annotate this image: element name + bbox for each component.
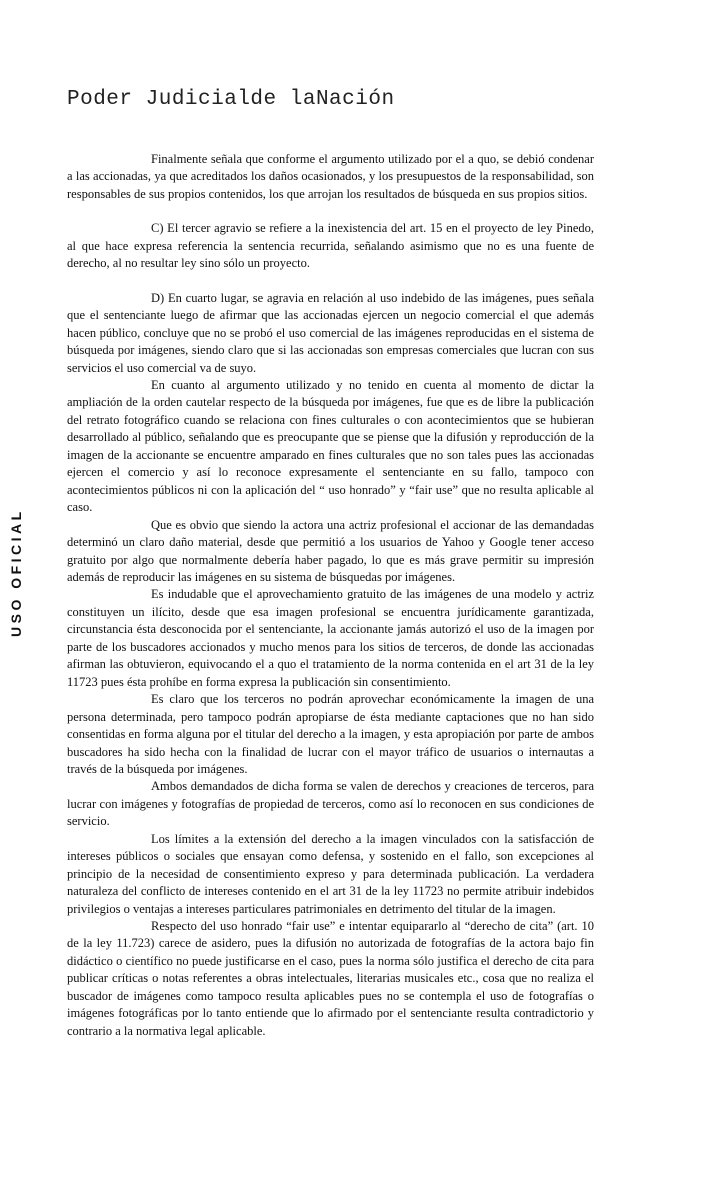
paragraph-actriz-profesional: Que es obvio que siendo la actora una actriz profesional el accionar de las demandadas determinó un claro daño material, desde que permitió a los usuarios de Yahoo y Google tener acceso gratuito por algo que normalmente debería haber pagado, lo que es más grave permitir su impresión además de reproducir las imágenes en su sistema de búsquedas por imágenes. (67, 517, 594, 584)
paragraph-argumento-utilizado: En cuanto al argumento utilizado y no tenido en cuenta al momento de dictar la ampliación de la orden cautelar respecto de la búsqueda por imágenes, fue que es de libre la publicación del retrato fotográfico cuando se relaciona con fines culturales o con acontecimientos que se hubieran desarrollado al público, señalando que es preocupante que se piense que la difusión y reproducción de la imagen de la accionante se encuentre amparado en fines culturales que no son tales pues las accionadas ejercen el comercio y así lo reconoce expresamente el sentenciante en su fallo, tampoco con acontecimientos públicos ni con la aplicación del “ uso honrado” y “fair use” que no resulta aplicable al caso. (67, 377, 594, 515)
paragraph-d-cuarto-lugar: D) En cuarto lugar, se agravia en relación al uso indebido de las imágenes, pues señala que el sentenciante luego de afirmar que las accionadas ejercen un negocio comercial el que además hacen público, concluye que no se probó el uso comercial de las imágenes reproducidas en el sistema de búsqueda por imágenes, siendo claro que si las accionadas son empresas comerciales que lucran con sus servicios el uso comercial va de suyo. (67, 290, 594, 375)
uso-oficial-label: USO OFICIAL (8, 508, 24, 637)
paragraph-finalmente: Finalmente señala que conforme el argumento utilizado por el a quo, se debió condenar a las accionadas, ya que acreditados los daños ocasionados, y los presupuestos de la responsabilidad, son responsables de sus propios contenidos, los que arrojan los resultados de búsqueda en sus propios sitios. (67, 152, 594, 201)
paragraph-limites: Los límites a la extensión del derecho a la imagen vinculados con la satisfacción de intereses públicos o sociales que ensayan como defensa, y sostenido en el fallo, son excepciones al principio de la necesidad de consentimiento expreso y para determinada publicación. La verdadera naturaleza del conflicto de intereses contenido en el art 31 de la ley 11723 no permite atribuir indebidos privilegios o ventajas a intereses particulares patrimoniales en detrimento del titular de la imagen. (67, 831, 594, 916)
document-body (67, 151, 594, 1040)
paragraph-ambos-demandados: Ambos demandados de dicha forma se valen de derechos y creaciones de terceros, para lucrar con imágenes y fotografías de propiedad de terceros, como así lo reconocen en sus condiciones de servicio. (67, 779, 594, 829)
paragraph-terceros: Es claro que los terceros no podrán aprovechar económicamente la imagen de una persona determinada, pero tampoco podrán apropiarse de ésta mediante captaciones que no han sido consentidas en forma alguna por el titular del derecho a la imagen, y esta apropiación por parte de ambos buscadores ha sido hecha con la finalidad de lucrar con el mayor tráfico de usuarios o internautas a través de la búsqueda por imágenes. (67, 692, 594, 776)
paragraph-aprovechamiento-gratuito: Es indudable que el aprovechamiento gratuito de las imágenes de una modelo y actriz constituyen un ilícito, desde que esa imagen profesional se encuentra jurídicamente garantizada, circunstancia ésta desconocida por el sentenciante, la accionante jamás autorizó el uso de la imagen por parte de los buscadores accionados y mucho menos para los sitios de terceros, de donde las accionadas afirman las obtuvieron, equivocando el a quo el tratamiento de la norma contenida en el art 31 de la ley 11723 pues ésta prohíbe en forma expresa la publicación sin consentimiento. (67, 587, 594, 689)
paragraph-uso-honrado: Respecto del uso honrado “fair use” e intentar equipararlo al “derecho de cita” (art. 10 de la ley 11.723) carece de asidero, pues la difusión no autorizada de fotografías de la actora bajo fin didáctico o científico no puede justificarse en el caso, pues la norma sólo justifica el derecho de cita para publicar críticas o notas referentes a obras intelectuales, literarias musicales etc., cosa que no realiza el buscador de imágenes como tampoco resulta aplicables pues no se contempla el uso de fotografías o imágenes fotográficas por lo tanto entiende que lo afirmado por el sentenciante resulta contradictorio y contrario a la normativa legal aplicable. (67, 919, 594, 1038)
paragraph-c-tercer-agravio: C) El tercer agravio se refiere a la inexistencia del art. 15 en el proyecto de ley Pinedo, al que hace expresa referencia la sentencia recurrida, señalando asimismo que no es una fuente de derecho, al no resultar ley sino sólo un proyecto. (67, 221, 594, 271)
page-header: Poder Judicialde laNación (67, 88, 395, 111)
